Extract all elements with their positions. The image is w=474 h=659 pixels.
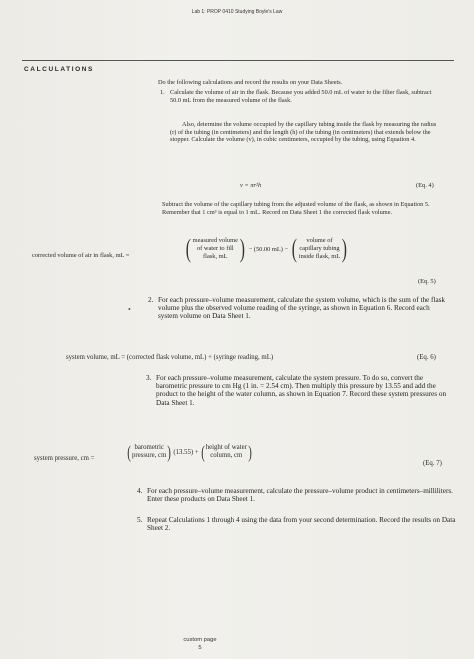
equation-7: ( barometric pressure, cm ) (13.55) + ( height of water column, cm ) (127, 442, 252, 462)
item-3-text: For each pressure–volume measurement, calculate the system pressure. To do so, convert the barometric pressure to cm Hg (1 in. = 2.54 cm). Then multiply this pressure by 13.55 and add the product to the height of the water column, as shown in Equation 7. Record these system pressures on Data Sheet 1. (156, 374, 447, 407)
equation-7-label: (Eq. 7) (423, 460, 442, 467)
item-4-number: 4. (137, 487, 143, 495)
equation-5-term1-line2: of water to fill (196, 245, 234, 252)
equation-5-label: (Eq. 5) (418, 278, 436, 285)
intro-text: Do the following calculations and record the results on your Data Sheets. (158, 79, 343, 86)
item-1-also-text: Also, determine the volume occupied by the capillary tubing inside the flask by measuring the radius (r) of the tubing (in centimeters) and the length (h) of the tubing (in centimeters) that extends below the stopper. Calculate the volume (v), in cubic centimeters, occupied by the tubing, using Equation 4. (170, 121, 437, 144)
section-rule (22, 60, 454, 61)
running-header: Lab 1: PROP 0410 Studying Boyle's Law (191, 9, 283, 15)
item-2-number: 2. (148, 296, 154, 304)
equation-5: ( measured volume of water to fill flask, mL ) − (50.00 mL) − ( volume of capillary tubing inside flask, mL ) (185, 234, 348, 263)
item-3-number: 3. (146, 374, 152, 382)
page-number: 5 (198, 645, 202, 651)
footer-custom-page: custom page (183, 637, 217, 643)
section-title: CALCULATIONS (24, 66, 94, 73)
equation-5-term1-line1: measured volume (192, 237, 238, 244)
equation-6: system volume, mL = (corrected flask volume, mL) + (syringe reading, mL) (66, 354, 274, 361)
item-4-text: For each pressure–volume measurement, calculate the pressure–volume product in centimeters–milliliters. Enter these products on Data Sheet 1. (147, 487, 453, 504)
equation-4: v = πr²h (240, 182, 262, 189)
equation-5-mid: − (50.00 mL) − (248, 245, 289, 253)
equation-7-lhs: system pressure, cm = (34, 455, 95, 462)
equation-7-term2-line1: height of water (205, 443, 247, 451)
equation-7-mid: (13.55) + (173, 448, 199, 456)
equation-4-label: (Eq. 4) (416, 182, 434, 189)
item-1-text: Calculate the volume of air in the flask. Because you added 50.0 mL of water to the filter flask, subtract 50.0 mL from the measured volume of the flask. (170, 89, 432, 104)
equation-5-term2-line3: inside flask, mL (298, 253, 341, 260)
equation-7-term1-line2: pressure, cm (132, 452, 167, 459)
equation-7-term1-line1: barometric (134, 443, 164, 451)
margin-mark: • (128, 305, 131, 314)
item-1-subtract-text: Subtract the volume of the capillary tubing from the adjusted volume of the flask, as shown in Equation 5. Remember that 1 cm³ is equal to 1 mL. Record on Data Sheet 1 the corrected flask volume. (162, 201, 430, 216)
item-1-number: 1. (160, 89, 165, 96)
equation-6-label: (Eq. 6) (417, 354, 436, 361)
equation-5-term1-line3: flask, mL (203, 253, 228, 260)
equation-5-term2-line1: volume of (306, 237, 333, 244)
equation-7-term2-line2: column, cm (210, 452, 243, 459)
item-2-text: For each pressure–volume measurement, calculate the system volume, which is the sum of the flask volume plus the observed volume reading of the syringe, as shown in Equation 6. Record each system volume on Data Sheet 1. (158, 296, 446, 321)
equation-5-lhs: corrected volume of air in flask, mL = (32, 252, 130, 259)
equation-5-term2-line2: capillary tubing (299, 245, 340, 252)
item-5-number: 5. (137, 516, 143, 524)
item-5-text: Repeat Calculations 1 through 4 using the data from your second determination. Record the results on Data Sheet 2. (147, 516, 456, 533)
